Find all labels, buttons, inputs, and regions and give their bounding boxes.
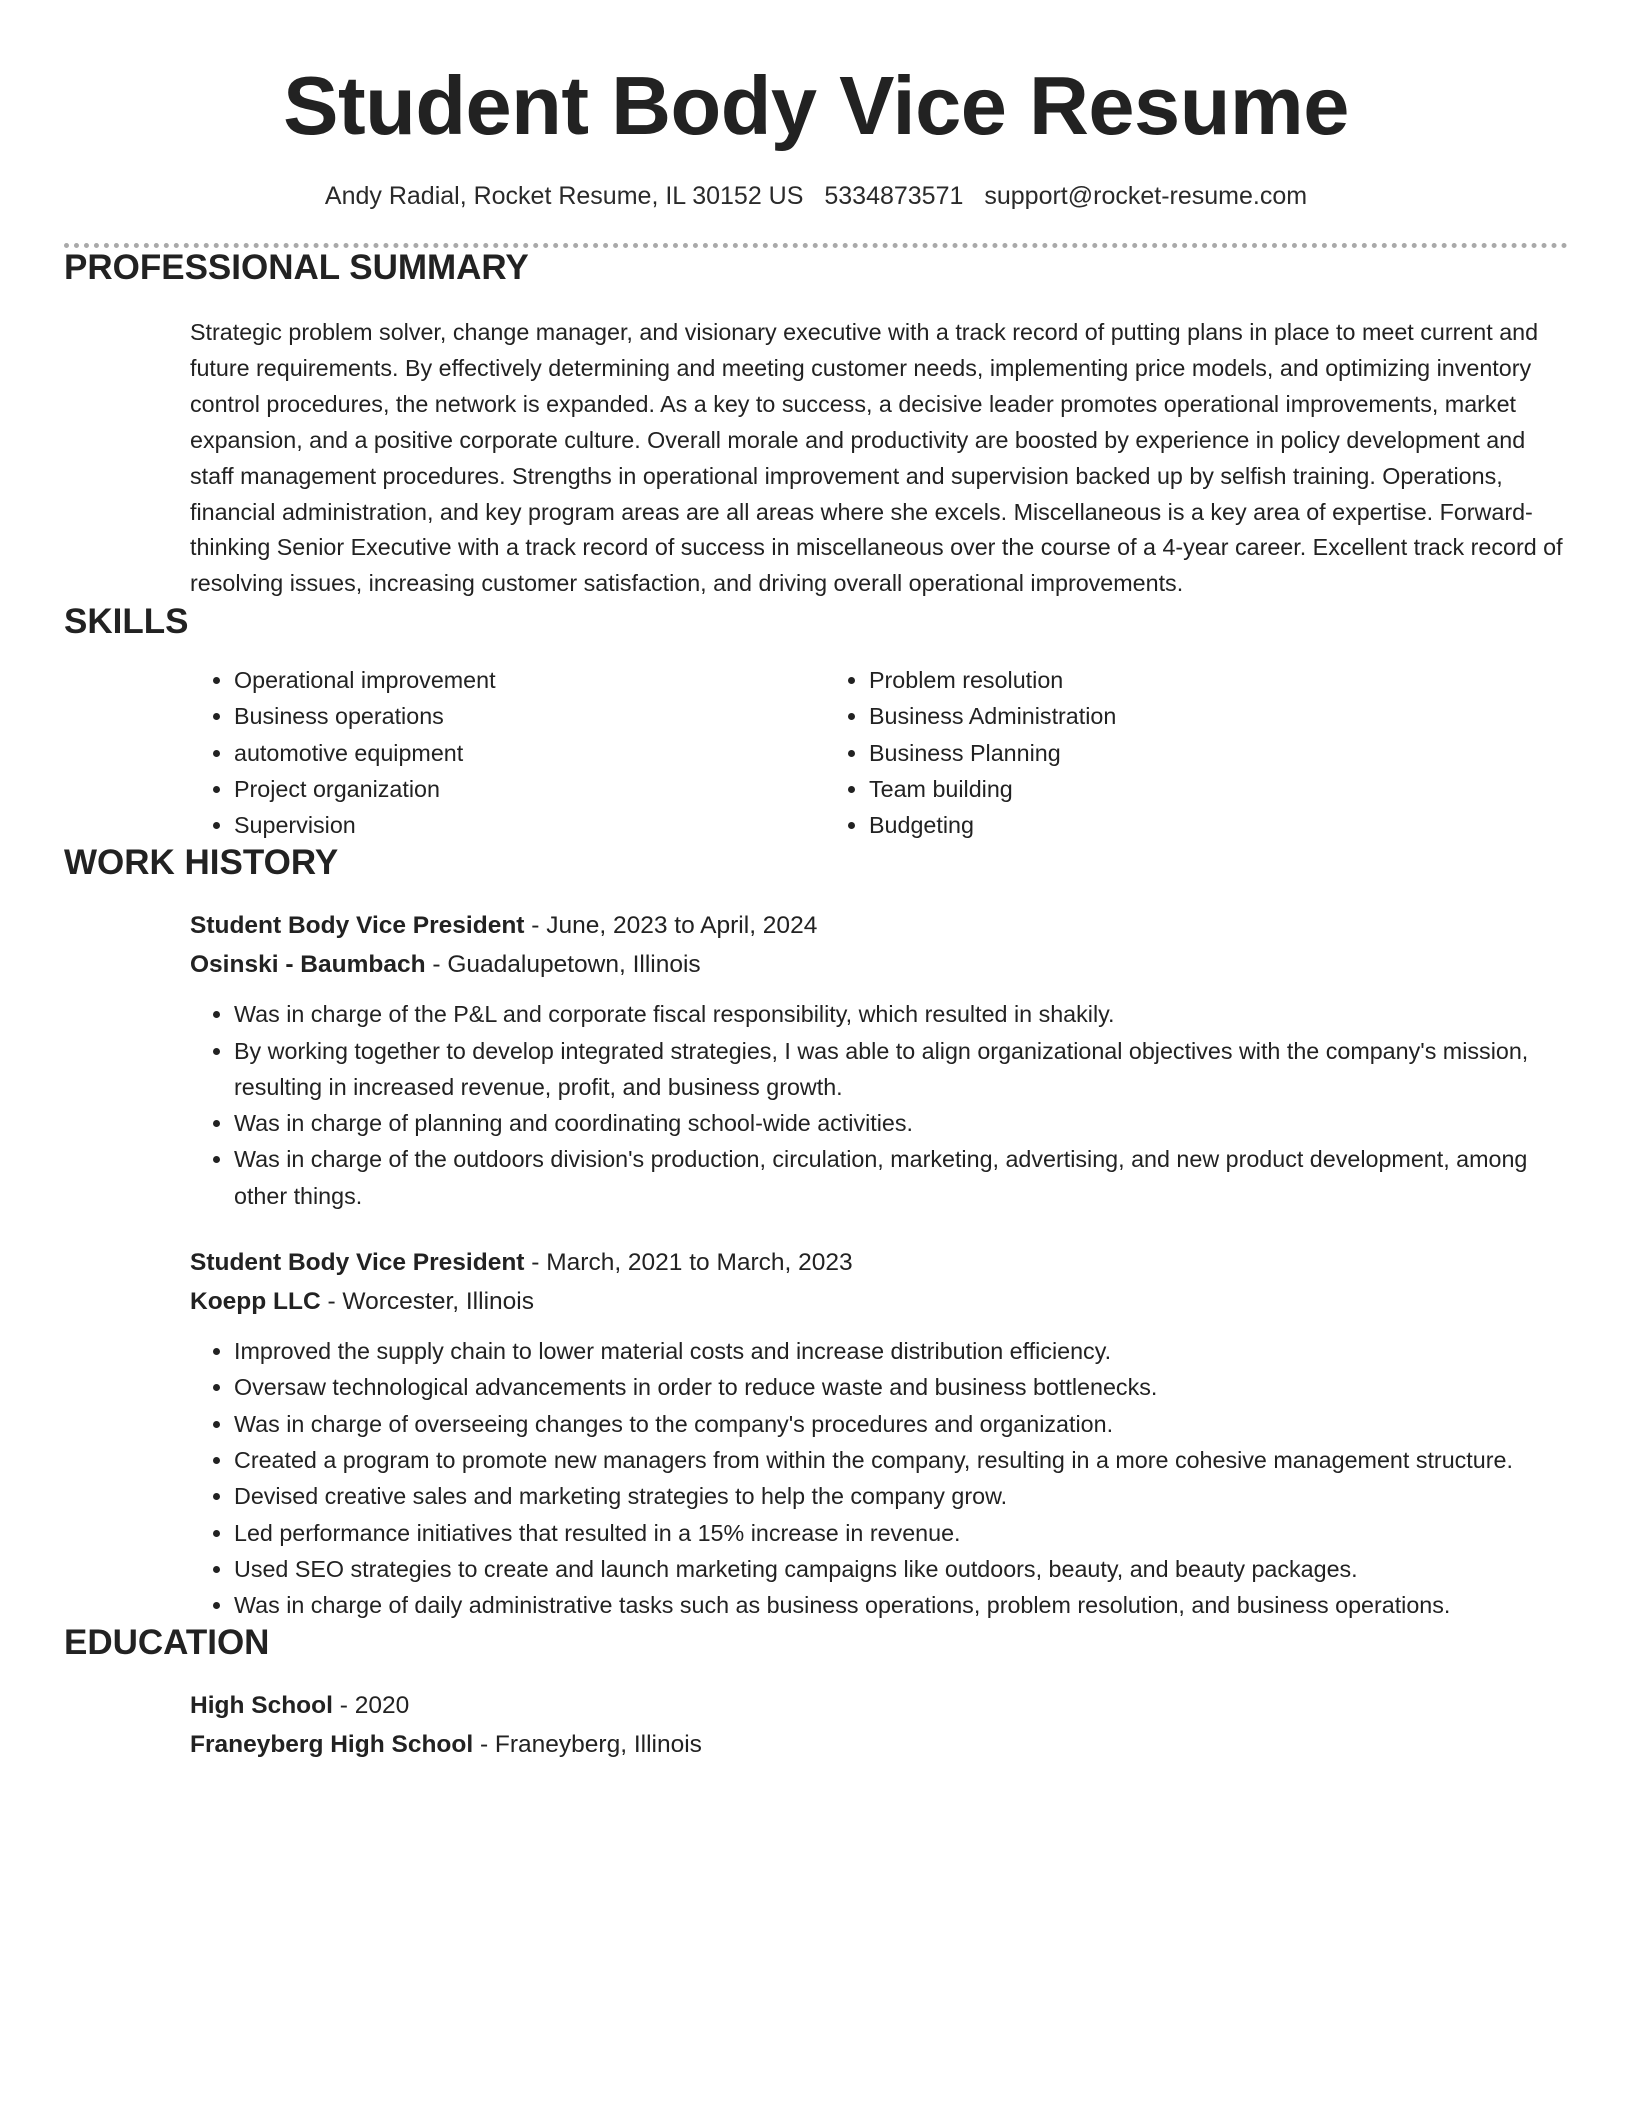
skill-item: • automotive equipment [234,735,825,771]
skill-item: • Supervision [234,807,825,843]
skills-column-right [825,662,1460,843]
skill-item: • Project organization [234,771,825,807]
work-history-heading: WORK HISTORY [64,843,339,883]
job-bullet: • Used SEO strategies to create and launch marketing campaigns like outdoors, beauty, and beauty packages. [234,1551,1568,1587]
skill-item: • Budgeting [869,807,1460,843]
job-location: - Guadalupetown, Illinois [432,950,701,978]
education-heading: EDUCATION [64,1623,270,1663]
skill-item: • Business Planning [869,735,1460,771]
job-bullet: • Oversaw technological advancements in order to reduce waste and business bottlenecks. [234,1369,1568,1405]
skill-item: • Operational improvement [234,662,825,698]
skills-list [190,662,1568,843]
job-bullet: • Created a program to promote new managers from within the company, resulting in a more cohesive management structure. [234,1442,1568,1478]
contact-phone: 5334873571 [824,182,964,210]
summary-text: Strategic problem solver, change manager, and visionary executive with a track record of putting plans in place to meet current and future requirements. By effectively determining and meeting customer needs, implementing price models, and optimizing inventory control procedures, the network is expanded. As a key to success, a decisive leader promotes operational improvements, market expansion, and a positive corporate culture. Overall morale and productivity are boosted by experience in policy development and staff management procedures. Strengths in operational improvement and supervision backed up by selfish training. Operations, financial administration, and key program areas are all areas where she excels. Miscellaneous is a key area of expertise. Forward-thinking Senior Executive with a track record of success in miscellaneous over the course of a 4-year career. Excellent track record of resolving issues, increasing customer satisfaction, and driving overall operational improvements. [190,319,1563,597]
job-title: Student Body Vice President [190,1249,525,1277]
education-school: Franeyberg High School [190,1730,474,1758]
education-year: - 2020 [339,1692,410,1720]
job-entry [190,1244,1568,1623]
education-school-line [190,1726,1568,1765]
job-bullet: • Led performance initiatives that resulted in a 15% increase in revenue. [234,1515,1568,1551]
job-title-line [190,1244,1568,1283]
contact-line [64,180,1568,212]
job-bullet: • Was in charge of the P&L and corporate fiscal responsibility, which resulted in shakily. [234,996,1568,1032]
job-bullet: • Was in charge of daily administrative tasks such as business operations, problem resolution, and business operations. [234,1587,1568,1623]
job-entry [190,907,1568,1214]
education-location: - Franeyberg, Illinois [479,1730,702,1758]
job-bullets [190,1333,1568,1623]
job-bullet: • Devised creative sales and marketing strategies to help the company grow. [234,1478,1568,1514]
job-company: Osinski - Baumbach [190,950,426,978]
education-entry [190,1687,1568,1764]
contact-address: Andy Radial, Rocket Resume, IL 30152 US [324,182,804,210]
job-bullet: • Was in charge of planning and coordinating school-wide activities. [234,1105,1568,1141]
job-bullet: • Was in charge of the outdoors division's production, circulation, marketing, advertising, and new product development, among other things. [234,1141,1568,1214]
skill-item: • Problem resolution [869,662,1460,698]
job-company: Koepp LLC [190,1287,321,1315]
contact-email: support@rocket-resume.com [984,182,1308,210]
summary-heading: PROFESSIONAL SUMMARY [64,248,529,287]
job-dates: - June, 2023 to April, 2024 [531,912,818,940]
job-title: Student Body Vice President [190,912,525,940]
job-company-line [190,946,1568,985]
job-title-line [190,907,1568,946]
job-company-line [190,1283,1568,1322]
skill-item: • Business operations [234,698,825,734]
job-bullet: • Was in charge of overseeing changes to the company's procedures and organization. [234,1406,1568,1442]
skills-heading: SKILLS [64,602,189,642]
education-degree: High School [190,1692,333,1720]
job-location: - Worcester, Illinois [327,1287,534,1315]
education-degree-line [190,1687,1568,1726]
job-bullet: • By working together to develop integrated strategies, I was able to align organizational objectives with the company's mission, resulting in increased revenue, profit, and business growth. [234,1033,1568,1106]
resume-title: Student Body Vice Resume [283,59,1349,152]
job-dates: - March, 2021 to March, 2023 [531,1249,853,1277]
skill-item: • Business Administration [869,698,1460,734]
skills-column-left [190,662,825,843]
skill-item: • Team building [869,771,1460,807]
job-bullet: • Improved the supply chain to lower material costs and increase distribution efficiency. [234,1333,1568,1369]
job-bullets [190,996,1568,1214]
